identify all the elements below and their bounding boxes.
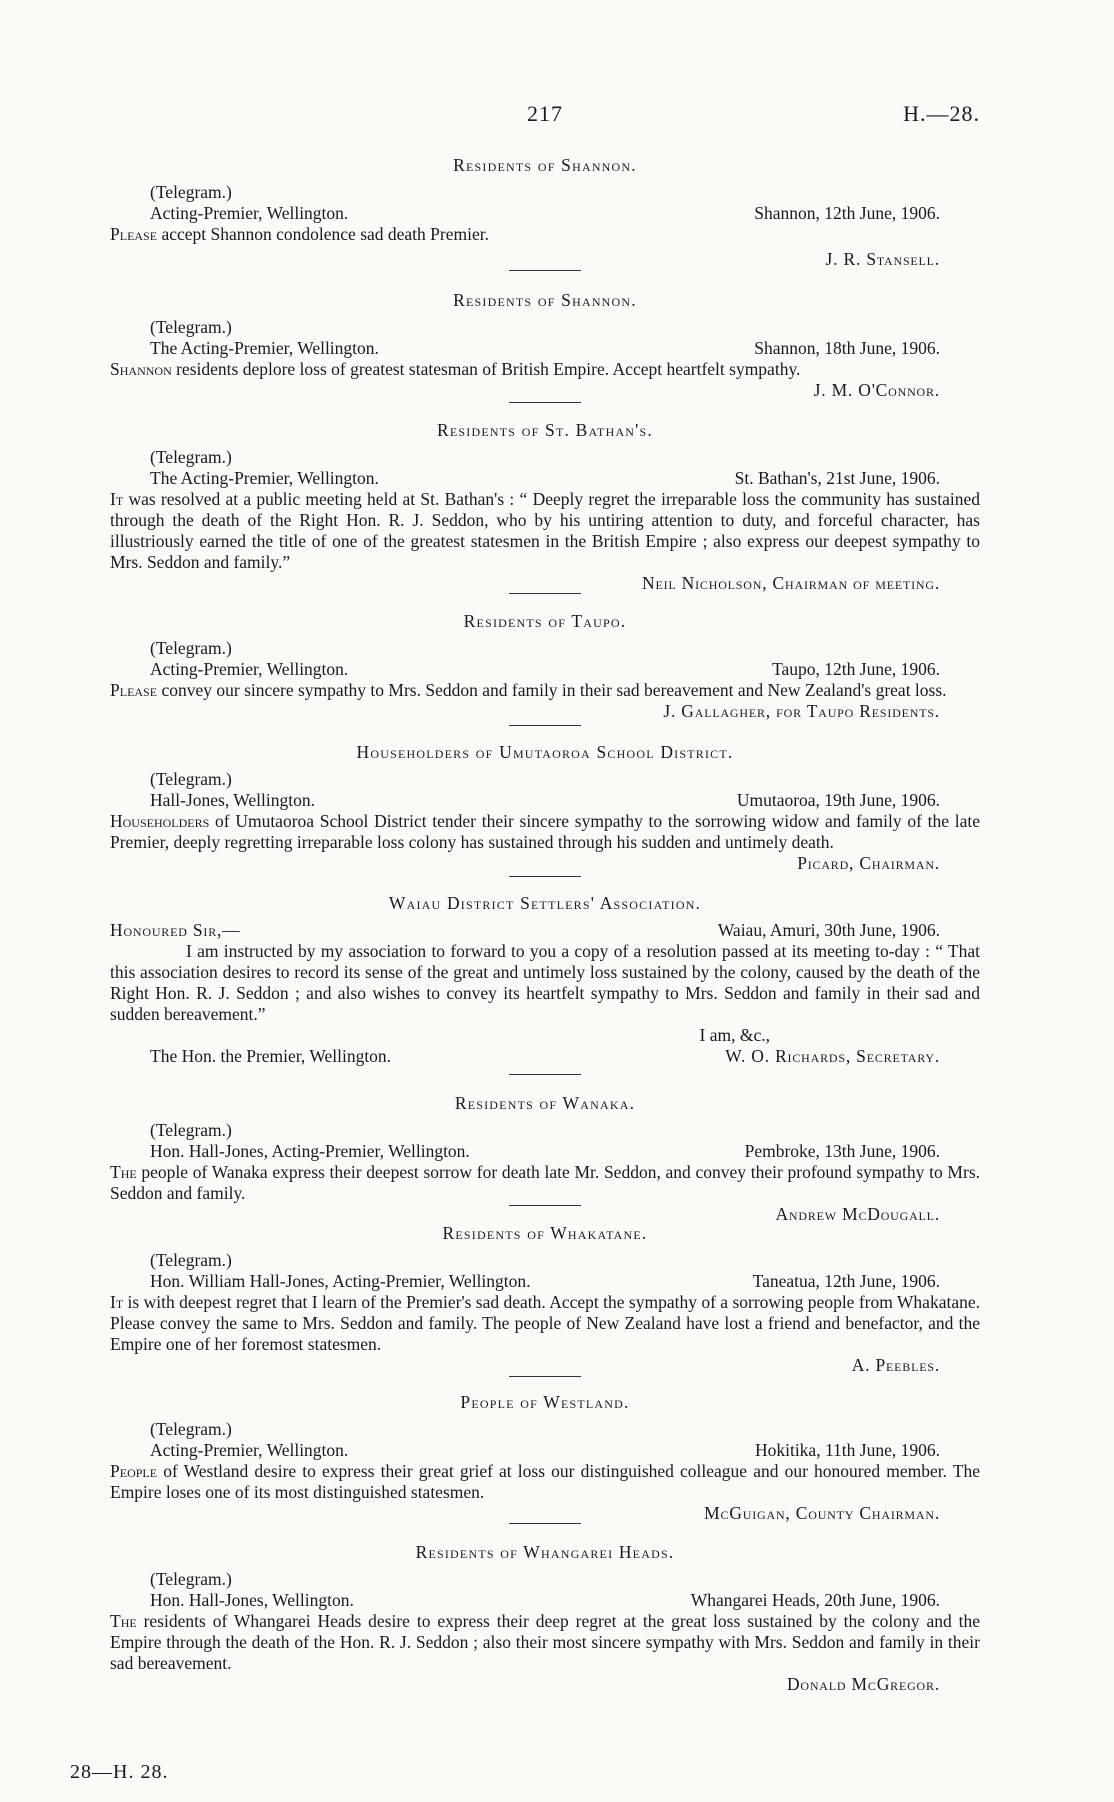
addressee: Acting-Premier, Wellington. <box>150 203 349 223</box>
lead-word: The <box>110 1162 137 1182</box>
addressee: The Acting-Premier, Wellington. <box>150 338 379 358</box>
lead-word: The <box>110 1611 137 1631</box>
message-body <box>110 1162 980 1204</box>
addressee: Hall-Jones, Wellington. <box>150 790 315 810</box>
place-date: Pembroke, 13th June, 1906. <box>744 1141 940 1161</box>
message-text: accept Shannon condolence sad death Premier. <box>157 224 489 244</box>
section-title: Residents of Taupo. <box>463 611 627 631</box>
message-body <box>110 359 980 380</box>
section-divider <box>509 402 581 403</box>
addressee: Acting-Premier, Wellington. <box>150 1440 349 1460</box>
message-body <box>110 1611 980 1674</box>
address-line <box>110 1440 980 1461</box>
place-date: Whangarei Heads, 20th June, 1906. <box>690 1590 940 1610</box>
signature: J. R. Stansell. <box>825 249 940 269</box>
lead-word: Shannon <box>110 359 172 379</box>
section-residents-of-st-bathans <box>110 420 980 594</box>
page-header <box>110 103 980 129</box>
section-title: Waiau District Settlers' Association. <box>388 893 702 913</box>
telegram-label: (Telegram.) <box>150 769 232 789</box>
letter-body: I am instructed by my association to forward to you a copy of a resolution passed at its meeting to-day : “ That this association desires to record its sense of the great and untimely loss sustained by the colony, caused by the death of the Right Hon. R. J. Seddon ; and also wishes to convey its heartfelt sympathy to Mrs. Seddon and family in their sad and sudden bereavement.” <box>110 941 980 1024</box>
lead-word: It <box>110 489 124 509</box>
lead-word: Householders <box>110 811 210 831</box>
section-title: Residents of Shannon. <box>453 155 637 175</box>
section-residents-of-taupo <box>110 611 980 722</box>
section-divider <box>509 1074 581 1075</box>
section-householders-of-umutaoroa <box>110 742 980 874</box>
section-title: Residents of Wanaka. <box>454 1093 636 1113</box>
addressee: Hon. Hall-Jones, Wellington. <box>150 1590 354 1610</box>
addressee: The Hon. the Premier, Wellington. <box>150 1046 392 1066</box>
section-residents-of-shannon-2 <box>110 290 980 401</box>
telegram-label: (Telegram.) <box>150 1419 232 1439</box>
message-text: is with deepest regret that I learn of the Premier's sad death. Accept the sympathy of a sorrowing people from Whakatane. Please convey the same to Mrs. Seddon and family. The people of New Zealand have lost a friend and benefactor, and the Empire one of her foremost statesmen. <box>110 1292 980 1354</box>
signature: Andrew McDougall. <box>775 1204 940 1224</box>
lead-word: People <box>110 1461 158 1481</box>
lead-word: Please <box>110 680 158 700</box>
section-residents-of-shannon-1 <box>110 155 980 270</box>
place-date: Shannon, 12th June, 1906. <box>754 203 940 223</box>
telegram-label: (Telegram.) <box>150 1250 232 1270</box>
signature: Neil Nicholson, Chairman of meeting. <box>642 573 940 593</box>
signature: Donald McGregor. <box>786 1674 940 1694</box>
signature: A. Peebles. <box>851 1355 940 1375</box>
message-body <box>110 680 980 701</box>
message-body <box>110 1292 980 1355</box>
telegram-label: (Telegram.) <box>150 1569 232 1589</box>
section-residents-of-whakatane <box>110 1223 980 1376</box>
address-line <box>110 203 980 224</box>
section-divider <box>509 1205 581 1206</box>
message-body <box>110 1461 980 1503</box>
signature-mark: 28—H. 28. <box>70 1761 169 1783</box>
signature: W. O. Richards, Secretary. <box>725 1046 940 1066</box>
telegram-label: (Telegram.) <box>150 638 232 658</box>
section-divider <box>509 1376 581 1377</box>
section-title: Residents of St. Bathan's. <box>437 420 653 440</box>
address-line <box>110 1590 980 1611</box>
section-waiau-district-settlers <box>110 893 980 1067</box>
message-text: of Westland desire to express their great grief at loss our distinguished colleague and our honoured member. The Empire loses one of its most distinguished statesmen. <box>110 1461 980 1502</box>
addressee-signature-line <box>110 1046 980 1067</box>
place-date: Waiau, Amuri, 30th June, 1906. <box>717 920 940 940</box>
message-body <box>110 811 980 853</box>
message-text: convey our sincere sympathy to Mrs. Seddon and family in their sad bereavement and New Zealand's great loss. <box>157 680 947 700</box>
salutation: Honoured Sir,— <box>110 920 241 940</box>
address-line <box>110 468 980 489</box>
message-text: residents of Whangarei Heads desire to express their deep regret at the great loss sustained by the colony and the Empire through the death of the Hon. R. J. Seddon ; also their most sincere sympathy with Mrs. Seddon and family in their sad bereavement. <box>110 1611 980 1673</box>
salutation-line <box>110 920 980 941</box>
address-line <box>110 1271 980 1292</box>
place-date: St. Bathan's, 21st June, 1906. <box>734 468 940 488</box>
letter-closing: I am, &c., <box>699 1025 770 1045</box>
telegram-label: (Telegram.) <box>150 1120 232 1140</box>
telegram-label: (Telegram.) <box>150 447 232 467</box>
telegram-label: (Telegram.) <box>150 317 232 337</box>
section-title: Residents of Shannon. <box>453 290 637 310</box>
place-date: Hokitika, 11th June, 1906. <box>754 1440 940 1460</box>
section-divider <box>509 876 581 877</box>
signature: J. M. O'Connor. <box>813 380 940 400</box>
signature: McGuigan, County Chairman. <box>704 1503 940 1523</box>
message-text: people of Wanaka express their deepest sorrow for death late Mr. Seddon, and convey their profound sympathy to Mrs. Seddon and family. <box>110 1162 980 1203</box>
place-date: Taupo, 12th June, 1906. <box>772 659 940 679</box>
section-title: Residents of Whakatane. <box>442 1223 648 1243</box>
addressee: Hon. William Hall-Jones, Acting-Premier, Wellington. <box>150 1271 531 1291</box>
addressee: Acting-Premier, Wellington. <box>150 659 349 679</box>
place-date: Umutaoroa, 19th June, 1906. <box>736 790 940 810</box>
section-divider <box>509 725 581 726</box>
addressee: Hon. Hall-Jones, Acting-Premier, Wellington. <box>150 1141 470 1161</box>
section-title: Residents of Whangarei Heads. <box>415 1542 675 1562</box>
lead-word: It <box>110 1292 124 1312</box>
lead-word: Please <box>110 224 158 244</box>
section-divider <box>509 270 581 271</box>
address-line <box>110 659 980 680</box>
section-divider <box>509 593 581 594</box>
message-body <box>110 224 980 245</box>
address-line <box>110 1141 980 1162</box>
telegram-label: (Telegram.) <box>150 182 232 202</box>
signature: J. Gallagher, for Taupo Residents. <box>663 701 940 721</box>
page-number: 217 <box>527 101 563 126</box>
document-code: H.—28. <box>903 101 980 126</box>
section-title: Householders of Umutaoroa School District. <box>356 742 734 762</box>
addressee: The Acting-Premier, Wellington. <box>150 468 379 488</box>
section-people-of-westland <box>110 1392 980 1524</box>
message-text: residents deplore loss of greatest statesman of British Empire. Accept heartfelt sympathy. <box>171 359 801 379</box>
address-line <box>110 790 980 811</box>
section-title: People of Westland. <box>460 1392 630 1412</box>
message-text: was resolved at a public meeting held at St. Bathan's : “ Deeply regret the irreparable loss the community has sustained through the death of the Right Hon. R. J. Seddon, who by his untiring attention to duty, and forceful character, has illustriously earned the title of one of the greatest statesmen in the British Empire ; also express our deepest sympathy to Mrs. Seddon and family.” <box>110 489 980 572</box>
place-date: Shannon, 18th June, 1906. <box>754 338 940 358</box>
signature: Picard, Chairman. <box>797 853 940 873</box>
message-text: of Umutaoroa School District tender their sincere sympathy to the sorrowing widow and family of the late Premier, deeply regretting irreparable loss colony has sustained through his sudden and untimely death. <box>110 811 980 852</box>
address-line <box>110 338 980 359</box>
section-residents-of-whangarei-heads <box>110 1542 980 1695</box>
message-body <box>110 489 980 573</box>
place-date: Taneatua, 12th June, 1906. <box>752 1271 940 1291</box>
section-divider <box>509 1523 581 1524</box>
